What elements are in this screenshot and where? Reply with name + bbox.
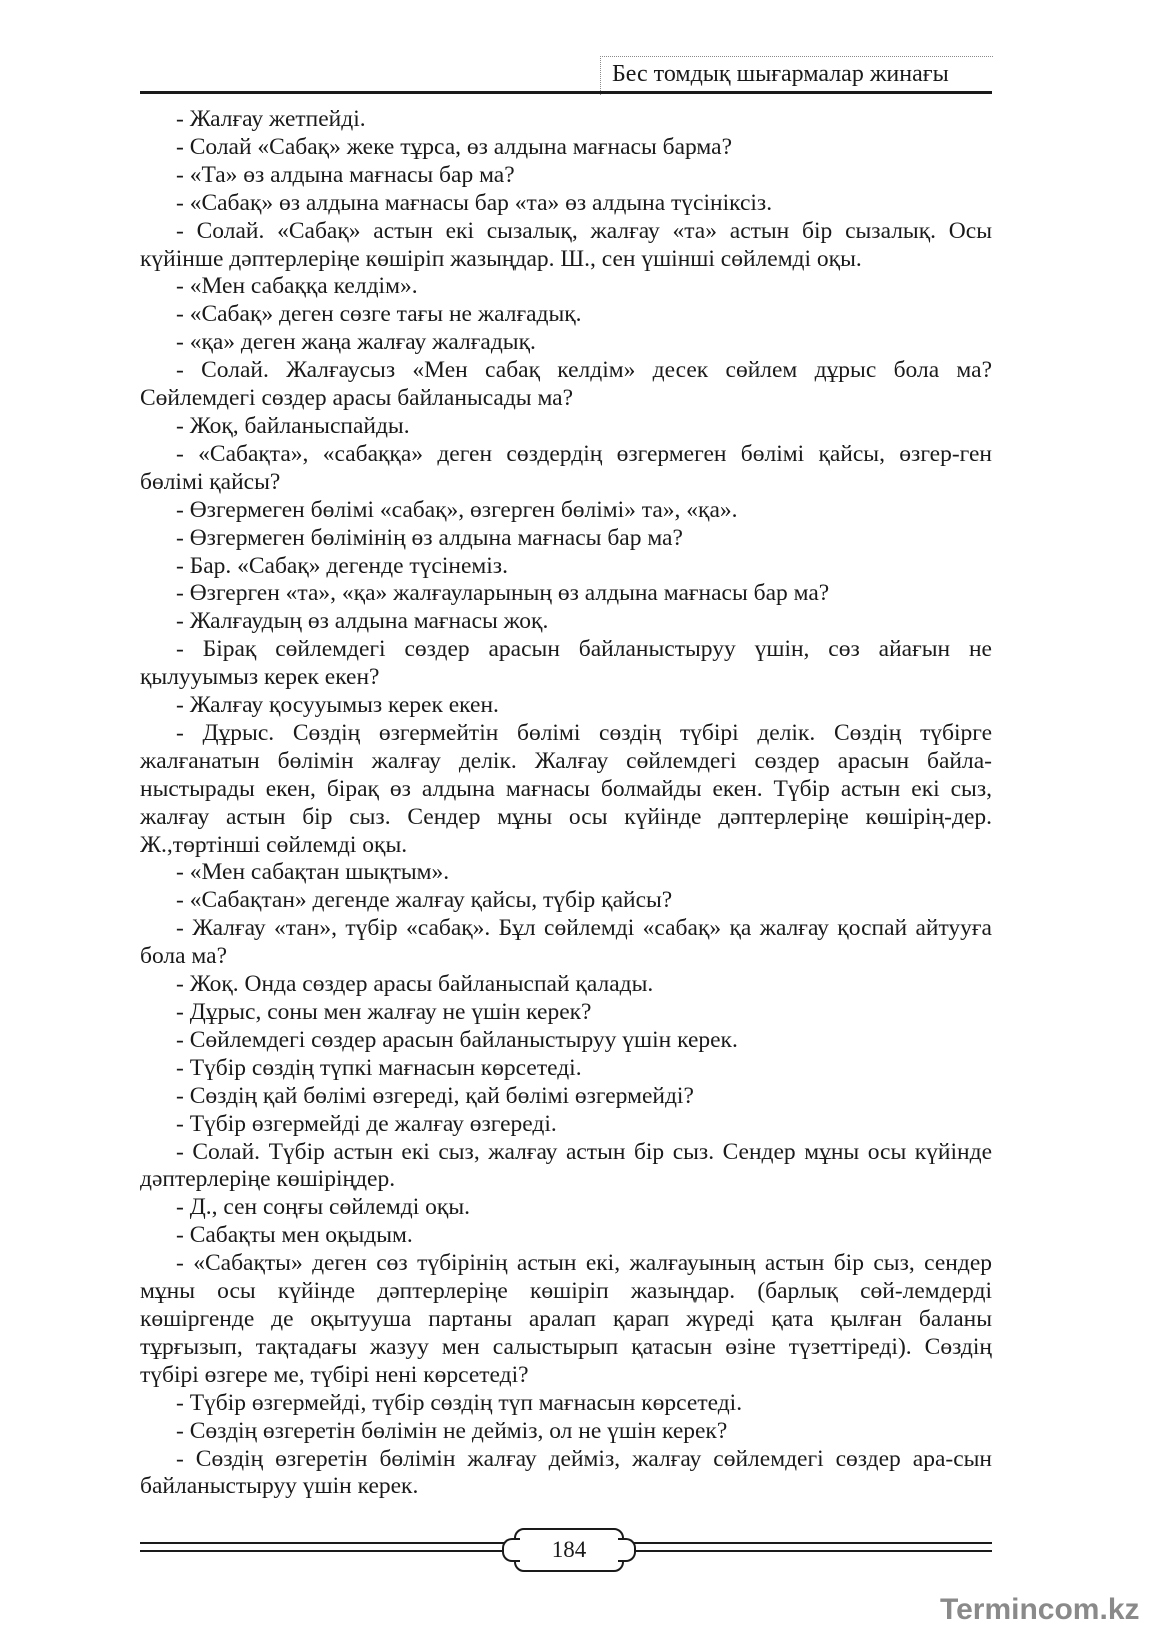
paragraph: - Жалғау жетпейді. <box>176 106 366 132</box>
paragraph: - Сөздің өзгеретін бөлімін не дейміз, ол не үшін керек? <box>176 1417 728 1444</box>
running-header-title: Бес томдық шығармалар жинағы <box>612 61 949 87</box>
paragraph: - «Сабақты» деген сөз түбірінің астын екі, жалғауының астын бір сыз, сендер мұны осы күйінде дәптерлеріңе көшіріп жазыңдар. (барлық сөй-лемдерді көшіргенде де оқытууша партаны аралап қарап жүреді қата қылған баланы тұрғызып, тақтадағы жазуу мен салыстырып қатасын өзіне түзеттіреді). Сөздің түбірі өзгере ме, түбірі нені көрсетеді? <box>140 1250 992 1388</box>
paragraph: - «қа» деген жаңа жалғау жалғадық. <box>176 329 536 356</box>
paragraph: - «Сабақтан» дегенде жалғау қайсы, түбір қайсы? <box>176 887 673 914</box>
paragraph: - Жоқ. Онда сөздер арасы байланыспай қалады. <box>176 971 654 998</box>
paragraph: - «Мен сабақтан шықтым». <box>176 859 450 886</box>
paragraph: - Сабақты мен оқыдым. <box>176 1222 413 1249</box>
paragraph: - Сөйлемдегі сөздер арасын байланыстыруу үшін керек. <box>176 1026 738 1053</box>
paragraph: - Түбір өзгермейді де жалғау өзгереді. <box>176 1110 557 1137</box>
page-number: 184 <box>551 1537 587 1562</box>
paragraph: - «Та» өз алдына мағнасы бар ма? <box>176 161 515 188</box>
paragraph: - Дұрыс, соны мен жалғау не үшін керек? <box>176 999 592 1025</box>
paragraph: - Бірақ сөйлемдегі сөздер арасын байланыстыруу үшін, сөз айағын не қылууымыз керек екен? <box>140 636 992 691</box>
paragraph: - Солай. Түбір астын екі сыз, жалғау астын бір сыз. Сендер мұны осы күйінде дәптерлеріңе көшіріңдер. <box>140 1138 992 1193</box>
paragraph: - «Сабақ» өз алдына мағнасы бар «та» өз алдына түсініксіз. <box>176 189 773 216</box>
footer-rule-left <box>140 1542 516 1552</box>
paragraph: - «Сабақ» деген сөзге тағы не жалғадық. <box>176 301 582 328</box>
paragraph: - Түбір өзгермейді, түбір сөздің түп мағнасын көрсетеді. <box>176 1389 743 1416</box>
paragraph: - Өзгермеген бөлімінің өз алдына мағнасы бар ма? <box>176 524 683 551</box>
paragraph: - Жалғаудың өз алдына мағнасы жоқ. <box>176 608 549 635</box>
header-rule <box>140 91 992 94</box>
paragraph: - Жоқ, байланыспайды. <box>176 412 410 439</box>
paragraph: - Сөздің қай бөлімі өзгереді, қай бөлімі өзгермейді? <box>176 1082 694 1109</box>
paragraph: - Солай. Жалғаусыз «Мен сабақ келдім» десек сөйлем дұрыс бола ма? Сөйлемдегі сөздер арасы байланысады ма? <box>140 357 992 412</box>
paragraph: - Жалғау «тан», түбір «сабақ». Бұл сөйлемді «сабақ» қа жалғау қоспай айтууға бола ма? <box>140 915 992 970</box>
paragraph: - Түбір сөздің түпкі мағнасын көрсетеді. <box>176 1054 582 1081</box>
paragraph: - «Мен сабаққа келдім». <box>176 273 418 300</box>
paragraph: - Өзгермеген бөлімі «сабақ», өзгерген бөлімі» та», «қа». <box>176 496 738 523</box>
paragraph: - Солай «Сабақ» жеке тұрса, өз алдына мағнасы барма? <box>176 133 733 160</box>
footer-rule-right <box>620 1542 992 1552</box>
paragraph: - Сөздің өзгеретін бөлімін жалғау дейміз, жалғау сөйлемдегі сөздер ара-сын байланыстыруу үшін керек. <box>140 1445 992 1500</box>
paragraph: - «Сабақта», «сабаққа» деген сөздердің өзгермеген бөлімі қайсы, өзгер-ген бөлімі қайсы? <box>140 440 992 495</box>
page-number-frame <box>514 1528 624 1572</box>
paragraph: - Жалғау қосууымыз керек екен. <box>176 692 499 719</box>
paragraph: - Солай. «Сабақ» астын екі сызалық, жалғау «та» астын бір сызалық. Осы күйінше дәптерлеріңе көшіріп жазыңдар. Ш., сен үшінші сөйлемді оқы. <box>140 217 992 272</box>
paragraph: - Дұрыс. Сөздің өзгермейтін бөлімі сөздің түбірі делік. Сөздің түбірге жалғанатын бөлімін жалғау делік. Жалғау сөйлемдегі сөздер арасын байла-ныстырады екен, бірақ өз алдына мағнасы болмайды екен. Түбір астын екі сыз, жалғау астын бір сыз. Сендер мұны осы күйінде дәптерлеріңе көшірің-дер. Ж.,төртінші сөйлемді оқы. <box>140 719 992 858</box>
watermark-logo: Termincom.kz <box>940 1593 1140 1626</box>
paragraph: - Бар. «Сабақ» дегенде түсінеміз. <box>176 552 508 579</box>
paragraph: - Өзгерген «та», «қа» жалғауларының өз алдына мағнасы бар ма? <box>176 580 830 607</box>
paragraph: - Д., сен соңғы сөйлемді оқы. <box>176 1194 470 1221</box>
body-text <box>140 106 992 1501</box>
